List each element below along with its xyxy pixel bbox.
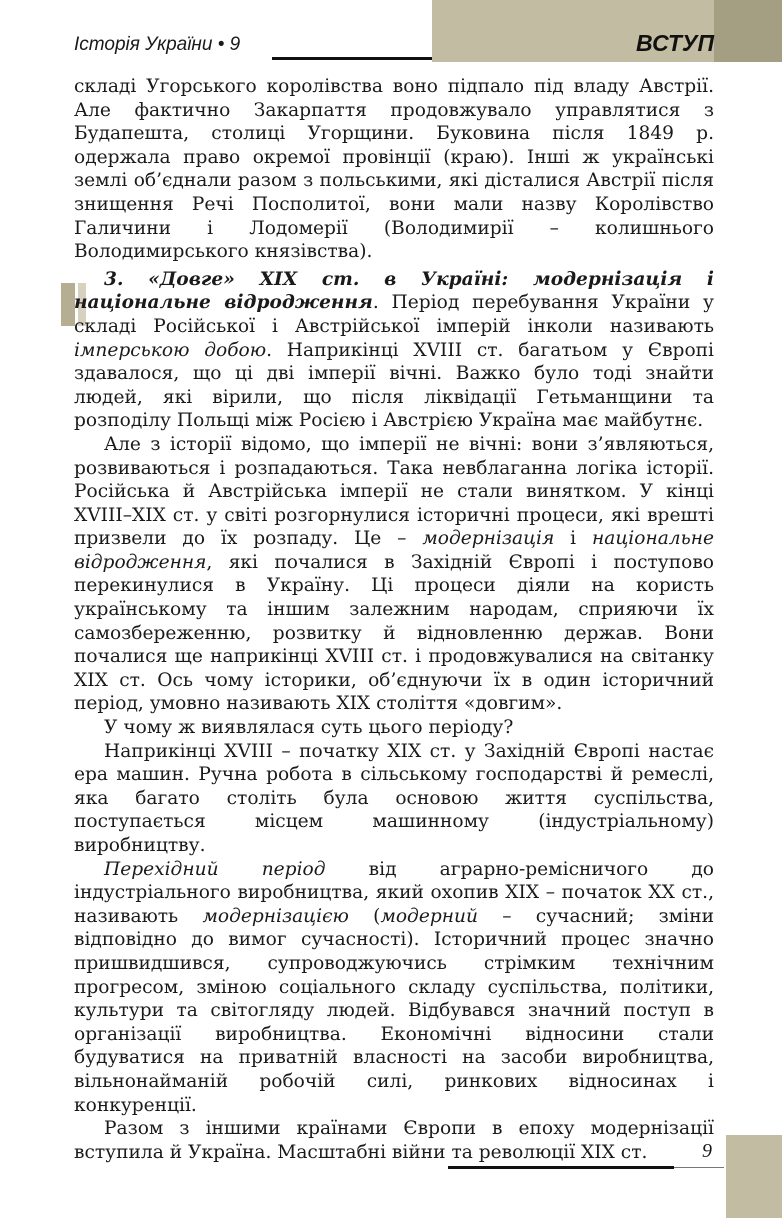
section-3-heading: 3. «Довге» ХІХ ст. в Україні: модернізація і національне відродження bbox=[74, 268, 714, 314]
page-body bbox=[74, 75, 714, 1164]
footer-band bbox=[726, 1135, 782, 1218]
paragraph-3: Але з історії відомо, що імперії не вічні: вони з’являються, розвиваються і розпадаються. Така невблаганна логіка історії. Російська й Австрійська імперії не стали винятком. У кінці ХVІІІ–ХІХ ст. у світі розгорнулися історичні процеси, які врешті призвели до їх розпаду. Це – модернізація і національне відродження, які почалися в Західній Європі і поступово перекинулися в Україну. Ці процеси діяли на користь українському та іншим залежним народам, сприяючи їх самозбереженню, розвитку й відновленню держав. Вони почалися ще наприкінці ХVІІІ ст. і продовжувалися на світанку ХІХ ст. Ось чому історики, об’єднуючи їх в один історичний період, умовно називають ХІХ століття «довгим». bbox=[74, 433, 714, 715]
running-header-book-title: Історія України • 9 bbox=[74, 34, 241, 55]
paragraph-7: Разом з іншими країнами Європи в епоху модернізації вступила й Україна. Масштабні війни та революції ХІХ ст. bbox=[74, 1118, 714, 1163]
footer-rule bbox=[448, 1166, 674, 1169]
page-number: 9 bbox=[702, 1140, 712, 1162]
term-national-revival: національне відродження bbox=[74, 528, 714, 573]
paragraph-6: Перехідний період від аграрно-ремісничого до індустріального виробництва, який охопив ХІХ – початок ХХ ст., називають модернізацією (модерний – сучасний; зміни відповідно до вимог сучасності). Історичний процес значно пришвидшився, супроводжуючись стрімким технічним прогресом, зміною соціального складу суспільства, політики, культури та світогляду людей. Відбувався значний поступ в організації виробництва. Економічні відносини стали будуватися на приватній власності на засоби виробництва, вільнонайманій робочій силі, ринкових відносинах і конкуренції. bbox=[74, 858, 715, 1116]
paragraph-1: складі Угорського королівства воно підпало під владу Австрії. Але фактично Закарпаття продовжувало управлятися з Будапешта, столиці Угорщини. Буковина після 1849 р. одержала право окремої провінції (краю). Інші ж українські землі об’єднали разом з польськими, які дісталися Австрії після знищення Речі Посполитої, вони мали назву Королівство Галичини і Лодомерії (Володимирії – колишнього Володимирського князівства). bbox=[74, 76, 714, 263]
running-header-section-title: ВСТУП bbox=[636, 30, 714, 56]
term-modern: модерний bbox=[380, 905, 478, 927]
footer-thin-rule bbox=[674, 1167, 724, 1168]
paragraph-4: У чому ж виявлялася суть цього періоду? bbox=[104, 717, 514, 739]
header-rule bbox=[272, 57, 432, 60]
section-3-paragraph: 3. «Довге» ХІХ ст. в Україні: модернізація і національне відродження. Період перебування України у складі Російської і Австрійської імперій інколи називають імперською добою. Наприкінці ХVІІІ ст. багатьом у Європі здавалося, що ці дві імперії вічні. Важко було тоді знайти людей, які вірили, що після ліквідації Гетьманщини та розподілу Польщі між Росією і Австрією Україна має майбутнє. bbox=[74, 268, 714, 432]
term-transition-period: Перехідний період bbox=[104, 858, 326, 880]
term-imperial-era: імперською добою bbox=[74, 339, 267, 361]
term-modernization-instr: модернізацією bbox=[202, 905, 349, 927]
header-corner-block bbox=[714, 0, 782, 62]
term-modernization: модернізація bbox=[422, 528, 555, 550]
paragraph-5: Наприкінці ХVІІІ – початку ХІХ ст. у Західній Європі настає ера машин. Ручна робота в сільському господарстві й ремеслі, яка багато століть була основою життя суспільства, поступається місцем машинному (індустріальному) виробництву. bbox=[74, 740, 714, 856]
